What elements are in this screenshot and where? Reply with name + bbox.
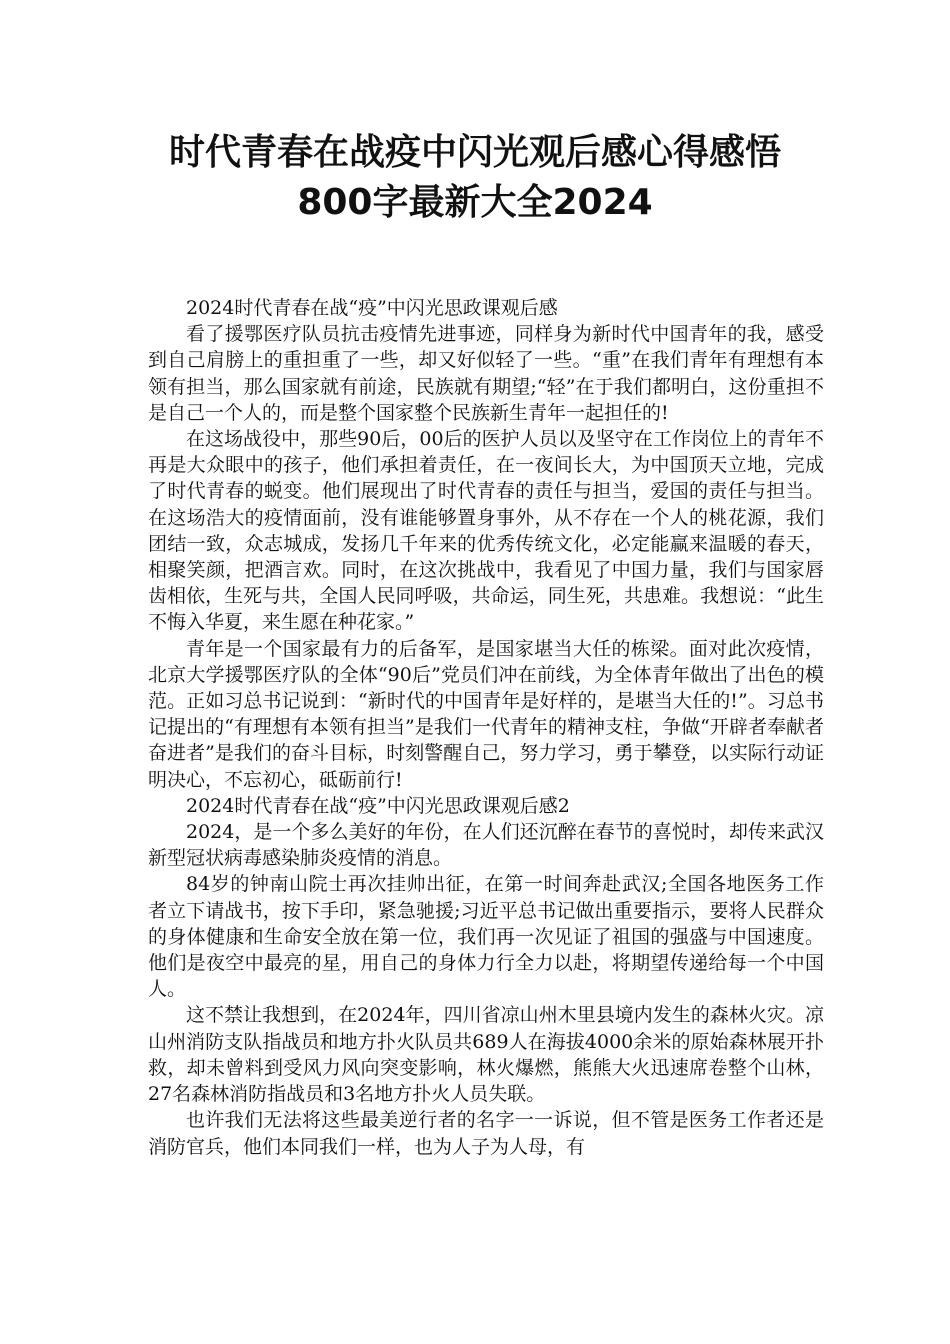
section-heading: 2024时代青春在战“疫”中闪光思政课观后感 [186, 297, 558, 319]
paragraph: 2024，是一个多么美好的年份，在人们还沉醉在春节的喜悦时，却传来武汉新型冠状病毒感染肺炎疫情的消息。 [148, 821, 824, 870]
paragraph: 在这场战役中，那些90后，00后的医护人员以及坚守在工作岗位上的青年不再是大众眼中的孩子，他们承担着责任，在一夜间长大，为中国顶天立地，完成了时代青春的蜕变。他们展现出了时代青春的责任与担当，爱国的责任与担当。在这场浩大的疫情面前，没有谁能够置身事外，从不存在一个人的桃花源，我们团结一致，众志城成，发扬几千年来的优秀传统文化，必定能赢来温暖的春天，相聚笑颜，把酒言欢。同时，在这次挑战中，我看见了中国力量，我们与国家唇齿相依，生死与共，全国人民同呼吸，共命运，同生死，共患难。我想说：“此生不悔入华夏，来生愿在种花家。” [148, 428, 824, 634]
article-body [148, 295, 824, 1160]
paragraph: 这不禁让我想到，在2024年，四川省凉山州木里县境内发生的森林火灾。凉山州消防支队指战员和地方扑火队员共689人在海拔4000余米的原始森林展开扑救，却未曾料到受风力风向突变影响，林火爆燃，熊熊大火迅速席卷整个山林，27名森林消防指战员和3名地方扑火人员失联。 [148, 1004, 824, 1106]
title-line-2: 800字最新大全2024 [297, 182, 653, 223]
paragraph: 看了援鄂医疗队员抗击疫情先进事迹，同样身为新时代中国青年的我，感受到自己肩膀上的重担重了一些，却又好似轻了一些。“重”在我们青年有理想有本领有担当，那么国家就有前途，民族就有期望;“轻”在于我们都明白，这份重担不是自己一个人的，而是整个国家整个民族新生青年一起担任的! [148, 323, 824, 424]
paragraph: 青年是一个国家最有力的后备军，是国家堪当大任的栋梁。面对此次疫情，北京大学援鄂医疗队的全体“90后”党员们冲在前线，为全体青年做出了出色的模范。正如习总书记说到：“新时代的中国青年是好样的，是堪当大任的!”。习总书记提出的“有理想有本领有担当”是我们一代青年的精神支柱，争做“开辟者奉献者奋进者”是我们的奋斗目标，时刻警醒自己，努力学习，勇于攀登，以实际行动证明决心，不忘初心，砥砺前行! [148, 637, 824, 791]
title-line-1: 时代青春在战疫中闪光观后感心得感悟 [168, 132, 781, 173]
page-title [110, 128, 840, 228]
section-heading: 2024时代青春在战“疫”中闪光思政课观后感2 [186, 794, 570, 817]
paragraph: 84岁的钟南山院士再次挂帅出征，在第一时间奔赴武汉;全国各地医务工作者立下请战书，按下手印，紧急驰援;习近平总书记做出重要指示，要将人民群众的身体健康和生命安全放在第一位，我们再一次见证了祖国的强盛与中国速度。他们是夜空中最亮的星，用自己的身体力行全力以赴，将期望传递给每一个中国人。 [148, 873, 824, 1001]
paragraph: 也许我们无法将这些最美逆行者的名字一一诉说，但不管是医务工作者还是消防官兵，他们本同我们一样，也为人子为人母，有 [148, 1109, 824, 1158]
